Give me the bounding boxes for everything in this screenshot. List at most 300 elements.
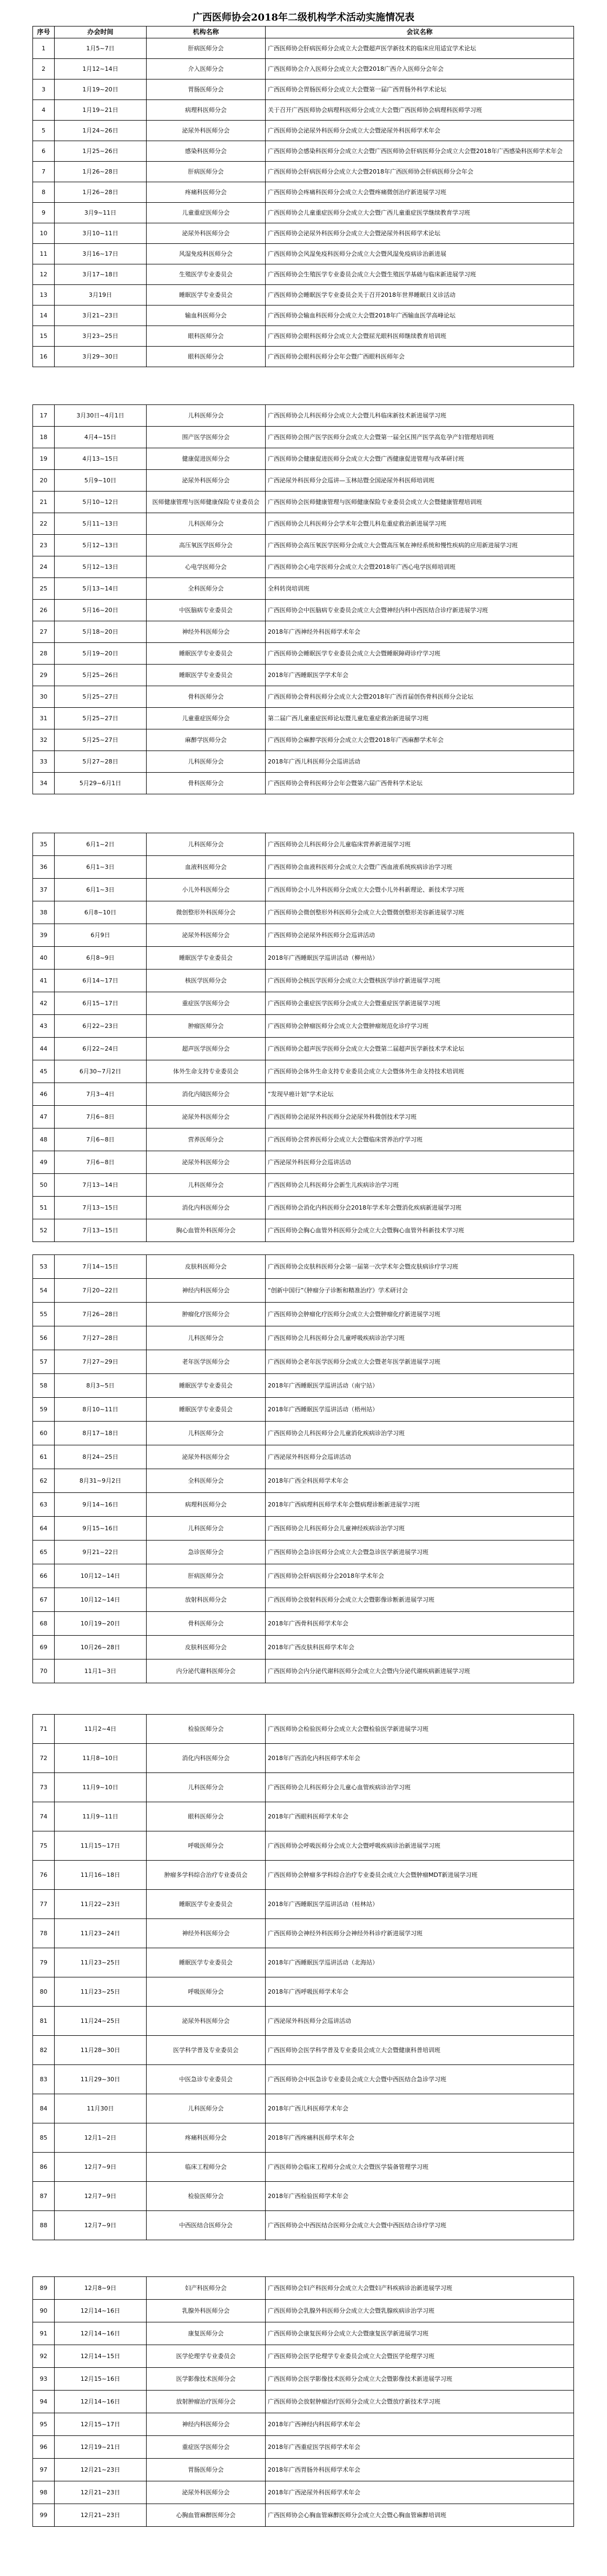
cell-organization: 麻醉学医师分会: [147, 729, 266, 751]
cell-organization: 儿科医师分会: [147, 1326, 266, 1350]
cell-date: 1月25~26日: [55, 141, 147, 162]
table-row: [33, 1541, 574, 1564]
cell-meeting-name: 广西医师协会骨科医师分会年会暨第六届广西骨科学术论坛: [266, 773, 574, 794]
cell-index: 93: [33, 2368, 55, 2391]
cell-meeting-name: 广西医师协会风湿免疫科医师分会成立大会暨风湿免疫病诊治新进展: [266, 244, 574, 264]
cell-meeting-name: 广西医师协会康复医师分会成立大会暨康复医学新进展学习班: [266, 2322, 574, 2345]
table-row: [33, 2094, 574, 2123]
cell-organization: 睡眠医学专业委员会: [147, 1398, 266, 1422]
cell-date: 5月12~13日: [55, 535, 147, 556]
cell-index: 17: [33, 405, 55, 427]
table-row: [33, 1303, 574, 1326]
cell-meeting-name: 广西医师协会麻醉学医师分会成立大会暨2018年广西麻醉学术年会: [266, 729, 574, 751]
cell-meeting-name: 广西医师协会眼科医师分会年会暨广西眼科医师年会: [266, 347, 574, 367]
cell-date: 12月7~9日: [55, 2153, 147, 2182]
cell-organization: 儿童重症医师分会: [147, 708, 266, 729]
cell-date: 11月24~25日: [55, 2007, 147, 2036]
table-row: [33, 729, 574, 751]
cell-index: 51: [33, 1197, 55, 1219]
cell-date: 3月17~18日: [55, 264, 147, 285]
cell-meeting-name: 广西医师协会儿科医师分会儿童临床营养新进展学习班: [266, 833, 574, 856]
table-row: [33, 1015, 574, 1038]
cell-date: 6月22~23日: [55, 1015, 147, 1038]
cell-index: 41: [33, 970, 55, 992]
cell-organization: 骨科医师分会: [147, 686, 266, 708]
table-row: [33, 1588, 574, 1612]
cell-date: 7月26~28日: [55, 1303, 147, 1326]
cell-organization: 肝病医师分会: [147, 1564, 266, 1588]
cell-index: 12: [33, 264, 55, 285]
cell-date: 12月14~16日: [55, 2300, 147, 2322]
cell-date: 11月29~30日: [55, 2065, 147, 2094]
cell-index: 2: [33, 59, 55, 79]
cell-index: 52: [33, 1219, 55, 1242]
cell-date: 12月8~9日: [55, 2277, 147, 2300]
cell-date: 11月9~11日: [55, 1802, 147, 1831]
table-row: [33, 2123, 574, 2153]
cell-meeting-name: 广西医师协会医学影像技术医师分会成立大会暨影像技术新进展学习班: [266, 2368, 574, 2391]
cell-index: 9: [33, 203, 55, 223]
cell-organization: 儿科医师分会: [147, 1422, 266, 1445]
cell-index: 48: [33, 1128, 55, 1151]
cell-meeting-name: 2018年广西睡眠医学巡讲活动（梧州站）: [266, 1398, 574, 1422]
cell-date: 10月12~14日: [55, 1588, 147, 1612]
table-row: [33, 2436, 574, 2459]
cell-organization: 儿科医师分会: [147, 513, 266, 535]
cell-organization: 急诊医师分会: [147, 1541, 266, 1564]
table-row: [33, 1564, 574, 1588]
table-row: [33, 2065, 574, 2094]
cell-organization: 输血科医师分会: [147, 306, 266, 326]
cell-meeting-name: 广西医师协会临床工程师分会成立大会暨医学装备管理学习班: [266, 2153, 574, 2182]
cell-organization: 泌尿外科医师分会: [147, 1445, 266, 1469]
table-row: [33, 141, 574, 162]
cell-organization: 乳腺外科医师分会: [147, 2300, 266, 2322]
cell-meeting-name: 2018年广西泌尿外科医师学术年会: [266, 2481, 574, 2504]
header-organization: 机构名称: [147, 26, 266, 38]
cell-date: 11月15~17日: [55, 1831, 147, 1861]
table-row: [33, 2182, 574, 2211]
cell-meeting-name: 广西医师协会儿科医师分会儿童呼吸疾病诊治学习班: [266, 1326, 574, 1350]
cell-meeting-name: 广西医师协会呼吸医师分会成立大会暨呼吸疾病诊治新进展学习班: [266, 1831, 574, 1861]
cell-date: 7月6~8日: [55, 1128, 147, 1151]
activity-table-section-4: [32, 1254, 574, 1683]
header-index: 序号: [33, 26, 55, 38]
cell-date: 1月19~20日: [55, 79, 147, 100]
cell-date: 3月21~23日: [55, 306, 147, 326]
cell-meeting-name: 广西医师协会生殖医学专业委员会成立大会暨生殖医学基础与临床新进展学习班: [266, 264, 574, 285]
cell-meeting-name: 广西医师协会中西医结合医师分会成立大会暨中西医结合诊疗学习班: [266, 2211, 574, 2240]
table-row: [33, 2153, 574, 2182]
table-row: [33, 1038, 574, 1060]
cell-organization: 医学伦理学专业委员会: [147, 2345, 266, 2368]
cell-index: 44: [33, 1038, 55, 1060]
cell-meeting-name: 2018年广西儿科医师学术年会: [266, 2094, 574, 2123]
cell-date: 6月1~3日: [55, 856, 147, 879]
cell-meeting-name: 广西医师协会感染科医师分会成立大会暨广西医师协会肝病医师分会成立大会暨2018年广西感染科医师学术年会: [266, 141, 574, 162]
cell-meeting-name: 广西医师协会皮肤科医师分会第一届第一次学术年会暨皮肤病诊疗学习班: [266, 1255, 574, 1279]
cell-index: 4: [33, 100, 55, 121]
header-date: 办会时间: [55, 26, 147, 38]
cell-index: 85: [33, 2123, 55, 2153]
cell-index: 94: [33, 2391, 55, 2413]
cell-date: 3月16~17日: [55, 244, 147, 264]
table-row: [33, 1350, 574, 1374]
cell-date: 7月27~29日: [55, 1350, 147, 1374]
cell-date: 12月7~9日: [55, 2211, 147, 2240]
table-row: [33, 264, 574, 285]
table-row: [33, 2459, 574, 2481]
table-row: [33, 665, 574, 686]
cell-date: 8月3~5日: [55, 1374, 147, 1398]
cell-date: 5月12~13日: [55, 556, 147, 578]
cell-date: 8月17~18日: [55, 1422, 147, 1445]
cell-organization: 肿瘤医师分会: [147, 1015, 266, 1038]
cell-index: 23: [33, 535, 55, 556]
cell-date: 6月1~3日: [55, 879, 147, 901]
cell-index: 99: [33, 2504, 55, 2527]
cell-meeting-name: 广西医师协会肿瘤医师分会成立大会暨肿瘤规范化诊疗学习班: [266, 1015, 574, 1038]
cell-meeting-name: 2018年广西神经内科医师学术年会: [266, 2413, 574, 2436]
table-row: [33, 1802, 574, 1831]
cell-meeting-name: 广西医师协会放射科医师分会成立大会暨影像诊断新进展学习班: [266, 1588, 574, 1612]
cell-date: 3月10~11日: [55, 223, 147, 244]
cell-index: 30: [33, 686, 55, 708]
cell-organization: 睡眠医学专业委员会: [147, 1374, 266, 1398]
cell-date: 11月23~25日: [55, 1977, 147, 2007]
table-row: [33, 1861, 574, 1890]
cell-meeting-name: 2018年广西睡眠医学学术年会: [266, 665, 574, 686]
cell-index: 22: [33, 513, 55, 535]
table-row: [33, 2007, 574, 2036]
cell-date: 5月16~20日: [55, 600, 147, 621]
cell-date: 11月22~23日: [55, 1890, 147, 1919]
cell-index: 11: [33, 244, 55, 264]
table-row: [33, 448, 574, 470]
table-row: [33, 1919, 574, 1948]
table-row: [33, 1219, 574, 1242]
cell-organization: 检验医师分会: [147, 1715, 266, 1744]
cell-index: 32: [33, 729, 55, 751]
cell-organization: 泌尿外科医师分会: [147, 470, 266, 492]
cell-index: 90: [33, 2300, 55, 2322]
cell-date: 6月1~2日: [55, 833, 147, 856]
cell-meeting-name: 广西医师协会睡眠医学专业委员会成立大会暨睡眠障碍诊疗学习班: [266, 643, 574, 665]
cell-organization: 全科医师分会: [147, 578, 266, 600]
cell-organization: 放射肿瘤治疗医师分会: [147, 2391, 266, 2413]
cell-index: 83: [33, 2065, 55, 2094]
cell-organization: 病理科医师分会: [147, 1493, 266, 1517]
table-row: [33, 708, 574, 729]
cell-date: 5月10~12日: [55, 492, 147, 513]
cell-organization: 儿科医师分会: [147, 405, 266, 427]
cell-organization: 疼痛科医师分会: [147, 2123, 266, 2153]
cell-index: 40: [33, 947, 55, 970]
cell-index: 55: [33, 1303, 55, 1326]
cell-date: 6月15~17日: [55, 992, 147, 1015]
table-row: [33, 773, 574, 794]
cell-index: 63: [33, 1493, 55, 1517]
cell-index: 27: [33, 621, 55, 643]
cell-organization: 泌尿外科医师分会: [147, 1151, 266, 1174]
cell-organization: 体外生命支持专业委员会: [147, 1060, 266, 1083]
cell-meeting-name: 2018年广西神经外科医师学术年会: [266, 621, 574, 643]
cell-index: 89: [33, 2277, 55, 2300]
cell-date: 11月23~25日: [55, 1948, 147, 1977]
cell-index: 77: [33, 1890, 55, 1919]
cell-date: 10月26~28日: [55, 1636, 147, 1659]
cell-organization: 小儿外科医师分会: [147, 879, 266, 901]
cell-organization: 神经外科医师分会: [147, 621, 266, 643]
table-row: [33, 2368, 574, 2391]
cell-meeting-name: 广西医师协会消化内科医师分会2018年学术年会暨消化疾病新进展学习班: [266, 1197, 574, 1219]
cell-index: 15: [33, 326, 55, 347]
cell-organization: 营养医师分会: [147, 1128, 266, 1151]
cell-meeting-name: 广西医师协会超声医学医师分会成立大会暨第二届超声医学新技术学术论坛: [266, 1038, 574, 1060]
cell-organization: 重症医学医师分会: [147, 992, 266, 1015]
cell-meeting-name: 广西医师协会中医脑病专业委员会成立大会暨神经内科中西医结合诊疗新进展学习班: [266, 600, 574, 621]
cell-organization: 神经内科医师分会: [147, 2413, 266, 2436]
cell-date: 7月13~15日: [55, 1197, 147, 1219]
table-row: [33, 1445, 574, 1469]
cell-organization: 围产医学医师分会: [147, 427, 266, 448]
cell-organization: 儿科医师分会: [147, 1174, 266, 1197]
cell-index: 92: [33, 2345, 55, 2368]
cell-meeting-name: 广西医师协会核医学医师分会成立大会暨核医学诊疗新进展学习班: [266, 970, 574, 992]
cell-date: 11月30日: [55, 2094, 147, 2123]
cell-organization: 睡眠医学专业委员会: [147, 285, 266, 306]
cell-date: 11月9~10日: [55, 1773, 147, 1802]
cell-meeting-name: 广西医师协会乳腺外科医师分会成立大会暨乳腺疾病诊治学习班: [266, 2300, 574, 2322]
cell-meeting-name: 广西医师协会儿科医师分会学术年会暨儿科危重症救治新进展学习班: [266, 513, 574, 535]
cell-meeting-name: 2018年广西儿科医师分会巡讲活动: [266, 751, 574, 773]
cell-meeting-name: 广西医师协会医学伦理学专业委员会成立大会暨医学伦理学习班: [266, 2345, 574, 2368]
cell-organization: 老年医学医师分会: [147, 1350, 266, 1374]
cell-organization: 心胸血管麻醉医师分会: [147, 2504, 266, 2527]
table-row: [33, 1422, 574, 1445]
cell-organization: 血液科医师分会: [147, 856, 266, 879]
cell-index: 47: [33, 1106, 55, 1128]
table-row: [33, 970, 574, 992]
cell-date: 1月26~28日: [55, 182, 147, 203]
cell-meeting-name: 广西医师协会心电学医师分会成立大会暨2018年广西心电学医师培训班: [266, 556, 574, 578]
cell-organization: 胸心血管外科医师分会: [147, 1219, 266, 1242]
table-row: [33, 1493, 574, 1517]
cell-date: 12月14~16日: [55, 2391, 147, 2413]
cell-index: 50: [33, 1174, 55, 1197]
cell-meeting-name: 广西泌尿外科医师分会巡讲—玉林站暨全国泌尿外科医师培训班: [266, 470, 574, 492]
cell-meeting-name: 广西泌尿外科医师分会巡讲活动: [266, 1445, 574, 1469]
cell-organization: 儿科医师分会: [147, 833, 266, 856]
table-row: [33, 1517, 574, 1541]
cell-organization: 消化内科医师分会: [147, 1744, 266, 1773]
cell-meeting-name: 2018年广西疼痛科医师学术年会: [266, 2123, 574, 2153]
cell-date: 10月19~20日: [55, 1612, 147, 1636]
cell-date: 5月25~27日: [55, 729, 147, 751]
cell-date: 5月29~6月1日: [55, 773, 147, 794]
table-row: [33, 182, 574, 203]
table-row: [33, 1279, 574, 1303]
cell-organization: 检验医师分会: [147, 2182, 266, 2211]
cell-organization: 泌尿外科医师分会: [147, 223, 266, 244]
cell-date: 4月4~15日: [55, 427, 147, 448]
cell-index: 58: [33, 1374, 55, 1398]
cell-date: 1月12~14日: [55, 59, 147, 79]
cell-date: 6月14~17日: [55, 970, 147, 992]
table-row: [33, 1469, 574, 1493]
cell-organization: 高压氧医学医师分会: [147, 535, 266, 556]
header-meeting-name: 会议名称: [266, 26, 574, 38]
table-row: [33, 833, 574, 856]
cell-organization: 健康促进医师分会: [147, 448, 266, 470]
cell-date: 9月21~22日: [55, 1541, 147, 1564]
cell-index: 54: [33, 1279, 55, 1303]
table-row: [33, 2345, 574, 2368]
cell-index: 79: [33, 1948, 55, 1977]
cell-date: 12月21~23日: [55, 2459, 147, 2481]
cell-date: 5月11~13日: [55, 513, 147, 535]
cell-index: 8: [33, 182, 55, 203]
cell-date: 11月23~24日: [55, 1919, 147, 1948]
table-row: [33, 285, 574, 306]
cell-organization: 妇产科医师分会: [147, 2277, 266, 2300]
cell-index: 71: [33, 1715, 55, 1744]
cell-index: 73: [33, 1773, 55, 1802]
cell-meeting-name: 广西医师协会中医急诊专业委员会成立大会暨中西医结合急诊学习班: [266, 2065, 574, 2094]
cell-index: 38: [33, 901, 55, 924]
activity-table-section-1: [32, 26, 574, 367]
cell-index: 7: [33, 162, 55, 182]
cell-meeting-name: 2018年广西睡眠医学巡讲活动（桂林站）: [266, 1890, 574, 1919]
cell-index: 31: [33, 708, 55, 729]
cell-date: 12月21~23日: [55, 2504, 147, 2527]
cell-index: 3: [33, 79, 55, 100]
cell-date: 7月20~22日: [55, 1279, 147, 1303]
cell-meeting-name: 广西医师协会医师健康管理与医师健康保险专业委员会成立大会暨健康管理培训班: [266, 492, 574, 513]
activity-table-section-3: [32, 833, 574, 1242]
cell-index: 67: [33, 1588, 55, 1612]
table-row: [33, 1151, 574, 1174]
cell-organization: 疼痛科医师分会: [147, 182, 266, 203]
cell-date: 6月22~24日: [55, 1038, 147, 1060]
table-row: [33, 326, 574, 347]
cell-organization: 医学影像技术医师分会: [147, 2368, 266, 2391]
cell-index: 5: [33, 121, 55, 141]
table-row: [33, 600, 574, 621]
cell-meeting-name: 广西医师协会泌尿外科医师分会泌尿外科微创技术学习班: [266, 1106, 574, 1128]
cell-index: 46: [33, 1083, 55, 1106]
cell-meeting-name: 广西医师协会肝病医师分会2018年学术年会: [266, 1564, 574, 1588]
cell-date: 12月14~16日: [55, 2322, 147, 2345]
cell-index: 97: [33, 2459, 55, 2481]
cell-index: 88: [33, 2211, 55, 2240]
table-row: [33, 427, 574, 448]
cell-index: 84: [33, 2094, 55, 2123]
cell-meeting-name: 广西医师协会医学科学普及专业委员会成立大会暨健康科普培训班: [266, 2036, 574, 2065]
table-row: [33, 1060, 574, 1083]
cell-meeting-name: 广西医师协会儿科医师分会成立大会暨儿科临床新技术新进展学习班: [266, 405, 574, 427]
cell-index: 43: [33, 1015, 55, 1038]
cell-meeting-name: 广西医师协会睡眠医学专业委员会关于召开2018年世界睡眠日义诊活动: [266, 285, 574, 306]
table-row: [33, 513, 574, 535]
cell-meeting-name: 广西医师协会儿科医师分会新生儿疾病诊治学习班: [266, 1174, 574, 1197]
table-row: [33, 203, 574, 223]
cell-meeting-name: 广西医师协会围产医学医师分会成立大会暨第一届全区围产医学高危孕产妇管理培训班: [266, 427, 574, 448]
cell-organization: 介入医师分会: [147, 59, 266, 79]
table-row: [33, 162, 574, 182]
cell-meeting-name: 2018年广西骨科医师学术年会: [266, 1612, 574, 1636]
table-row: [33, 2504, 574, 2527]
cell-index: 18: [33, 427, 55, 448]
table-row: [33, 1831, 574, 1861]
cell-meeting-name: 广西医师协会肝病医师分会成立大会暨2018年广西医师协会肝病医师分会年会: [266, 162, 574, 182]
cell-meeting-name: 广西医师协会微创整形外科医师分会成立大会暨微创整形美容新进展学习班: [266, 901, 574, 924]
table-row: [33, 947, 574, 970]
cell-meeting-name: 广西医师协会妇产科医师分会成立大会暨妇产科疾病诊治新进展学习班: [266, 2277, 574, 2300]
cell-index: 57: [33, 1350, 55, 1374]
table-row: [33, 1128, 574, 1151]
cell-organization: 肝病医师分会: [147, 162, 266, 182]
cell-date: 12月7~9日: [55, 2182, 147, 2211]
cell-index: 35: [33, 833, 55, 856]
cell-index: 80: [33, 1977, 55, 2007]
table-row: [33, 2391, 574, 2413]
cell-meeting-name: “发现早癌计划”学术论坛: [266, 1083, 574, 1106]
cell-organization: 皮肤科医师分会: [147, 1255, 266, 1279]
table-row: [33, 2036, 574, 2065]
cell-date: 7月6~8日: [55, 1106, 147, 1128]
cell-index: 26: [33, 600, 55, 621]
cell-meeting-name: 2018年广西消化内科医师学术年会: [266, 1744, 574, 1773]
cell-date: 11月1~3日: [55, 1659, 147, 1683]
cell-meeting-name: 广西医师协会检验医师分会成立大会暨检验医学新进展学习班: [266, 1715, 574, 1744]
table-row: [33, 924, 574, 947]
cell-index: 70: [33, 1659, 55, 1683]
cell-organization: 肝病医师分会: [147, 38, 266, 59]
cell-date: 5月25~27日: [55, 708, 147, 729]
cell-date: 8月10~11日: [55, 1398, 147, 1422]
cell-index: 28: [33, 643, 55, 665]
cell-index: 91: [33, 2322, 55, 2345]
cell-organization: 中西医结合医师分会: [147, 2211, 266, 2240]
table-row: [33, 1744, 574, 1773]
cell-date: 12月14~15日: [55, 2345, 147, 2368]
cell-index: 13: [33, 285, 55, 306]
cell-organization: 儿科医师分会: [147, 751, 266, 773]
cell-meeting-name: 广西医师协会介入医师分会成立大会暨2018广西介入医师分会年会: [266, 59, 574, 79]
cell-organization: 儿童重症医师分会: [147, 203, 266, 223]
cell-organization: 内分泌代谢科医师分会: [147, 1659, 266, 1683]
cell-index: 37: [33, 879, 55, 901]
cell-date: 1月19~21日: [55, 100, 147, 121]
cell-meeting-name: “创新中国行”《肿瘤分子诊断和精准治疗》学术研讨会: [266, 1279, 574, 1303]
cell-organization: 眼科医师分会: [147, 347, 266, 367]
cell-meeting-name: 广西医师协会心胸血管麻醉医师分会成立大会暨心胸血管麻醉培训班: [266, 2504, 574, 2527]
cell-date: 3月19日: [55, 285, 147, 306]
table-row: [33, 1255, 574, 1279]
cell-meeting-name: 2018年广西重症医学医师学术年会: [266, 2436, 574, 2459]
table-row: [33, 1398, 574, 1422]
cell-index: 68: [33, 1612, 55, 1636]
cell-date: 11月16~18日: [55, 1861, 147, 1890]
cell-meeting-name: 广西医师协会肿瘤化疗医师分会成立大会暨肿瘤化疗新进展学习班: [266, 1303, 574, 1326]
cell-index: 25: [33, 578, 55, 600]
cell-date: 7月14~15日: [55, 1255, 147, 1279]
cell-organization: 全科医师分会: [147, 1469, 266, 1493]
cell-index: 60: [33, 1422, 55, 1445]
cell-date: 5月25~27日: [55, 686, 147, 708]
table-row: [33, 621, 574, 643]
